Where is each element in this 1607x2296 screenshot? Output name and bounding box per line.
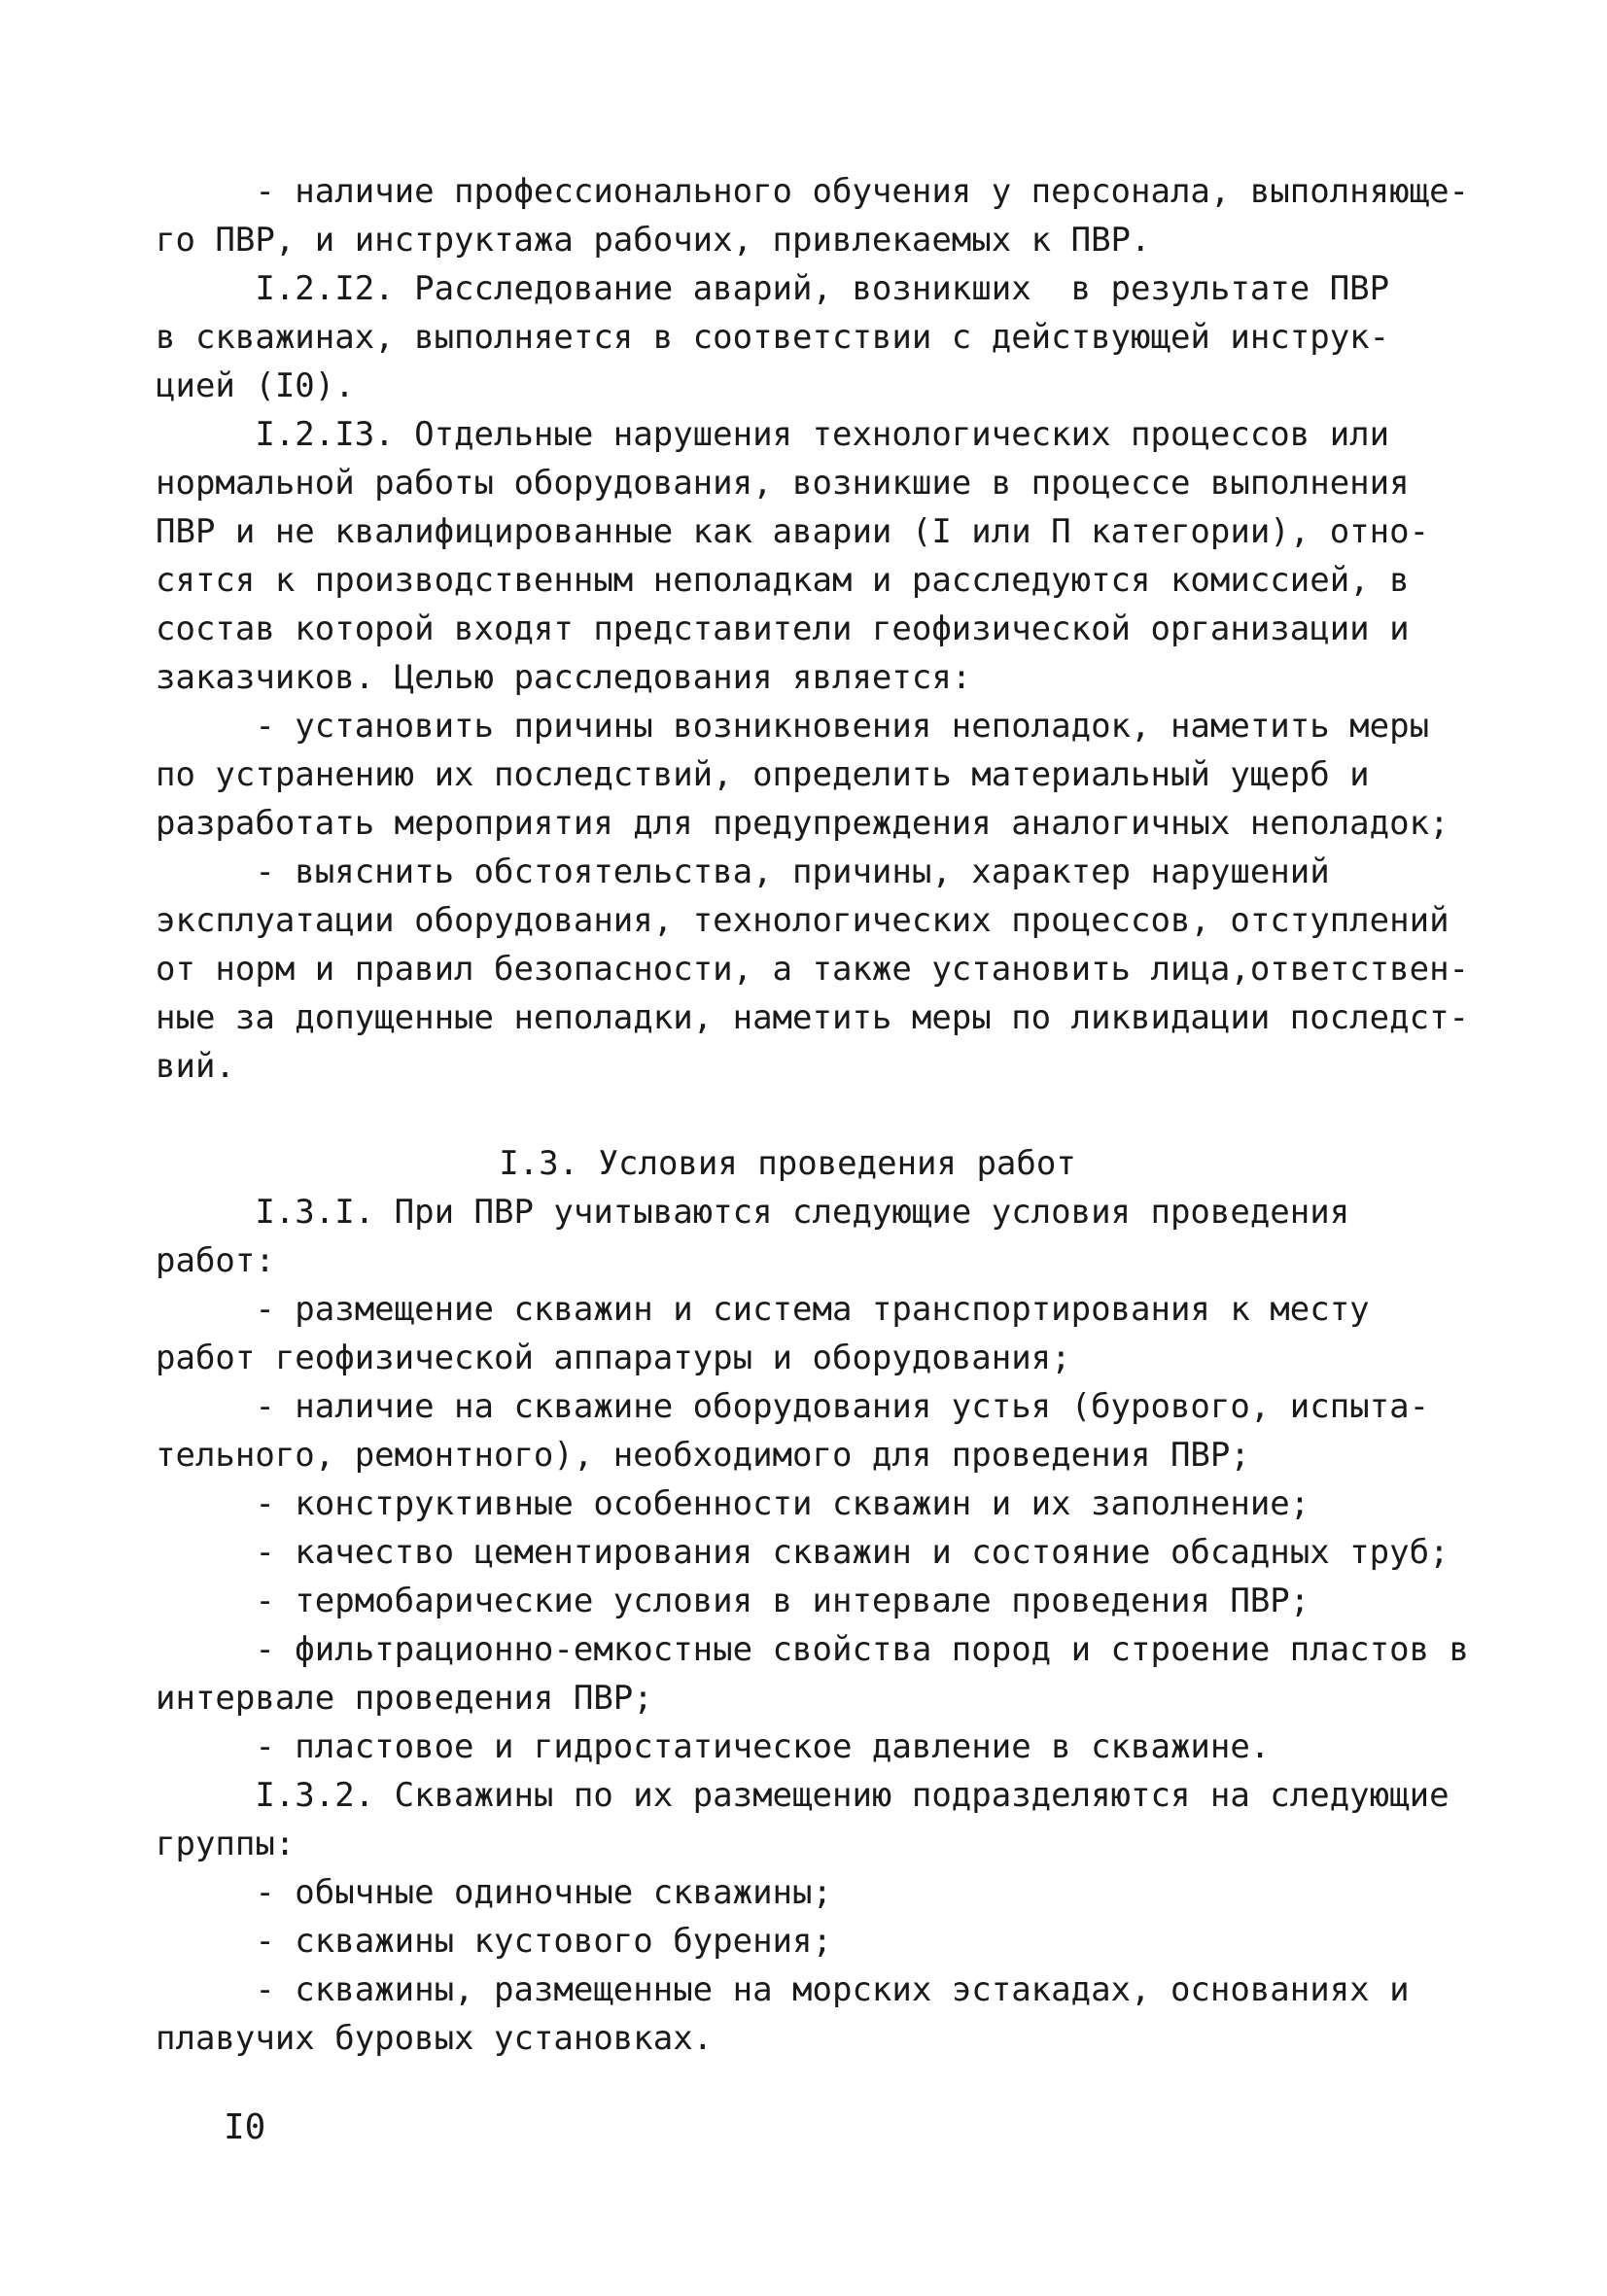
text-line: - размещение скважин и система транспортирования к месту (156, 1290, 1370, 1329)
text-line: - качество цементирования скважин и состояние обсадных труб; (156, 1533, 1450, 1572)
text-line: цией (I0). (156, 366, 355, 405)
section-spacer (156, 1091, 1478, 1139)
text-line: I.2.I2. Расследование аварий, возникших в результате ПВР (156, 269, 1390, 308)
text-line: в скважинах, выполняется в соответствии с действующей инструк- (156, 318, 1390, 357)
text-line: работ: (156, 1241, 275, 1280)
text-line: - скважины, размещенные на морских эстакадах, основаниях и (156, 1970, 1410, 2009)
text-line: - скважины кустового бурения; (156, 1922, 832, 1961)
text-line: - обычные одиночные скважины; (156, 1873, 832, 1912)
text-line: I.3.2. Скважины по их размещению подразделяются на следующие (156, 1776, 1450, 1815)
text-line: - наличие профессионального обучения у персонала, выполняюще- (156, 172, 1470, 211)
text-line: интервале проведения ПВР; (156, 1679, 653, 1718)
text-line: I.2.I3. Отдельные нарушения технологических процессов или (156, 415, 1390, 454)
text-line: - фильтрационно-емкостные свойства пород и строение пластов в (156, 1630, 1470, 1669)
document-body (156, 167, 1478, 2063)
text-line: эксплуатации оборудования, технологических процессов, отступлений (156, 901, 1450, 940)
text-line: нормальной работы оборудования, возникшие в процессе выполнения (156, 464, 1410, 503)
text-line: тельного, ремонтного), необходимого для проведения ПВР; (156, 1436, 1250, 1475)
text-line: сятся к производственным неполадкам и расследуются комиссией, в (156, 561, 1410, 600)
text-line: ПВР и не квалифицированные как аварии (I или П категории), отно- (156, 512, 1430, 551)
section-heading: I.3. Условия проведения работ (499, 1144, 1076, 1183)
text-line: заказчиков. Целью расследования является: (156, 658, 972, 697)
text-line: I.3.I. При ПВР учитываются следующие условия проведения (156, 1193, 1350, 1232)
text-line: - наличие на скважине оборудования устья (бурового, испыта- (156, 1387, 1430, 1426)
text-line: работ геофизической аппаратуры и оборудования; (156, 1339, 1071, 1377)
text-line: - установить причины возникновения неполадок, наметить меры (156, 707, 1430, 746)
text-line: по устранению их последствий, определить материальный ущерб и (156, 755, 1370, 794)
page-number: I0 (224, 2107, 266, 2147)
text-line: - конструктивные особенности скважин и их заполнение; (156, 1484, 1310, 1523)
text-line: - термобарические условия в интервале проведения ПВР; (156, 1582, 1310, 1620)
text-line: группы: (156, 1825, 296, 1863)
text-line: вий. (156, 1047, 235, 1086)
text-line: плавучих буровых установках. (156, 2019, 714, 2058)
text-line: - выяснить обстоятельства, причины, характер нарушений (156, 852, 1330, 891)
text-line: разработать мероприятия для предупреждения аналогичных неполадок; (156, 804, 1450, 843)
text-line: - пластовое и гидростатическое давление в скважине. (156, 1727, 1271, 1766)
text-line: ные за допущенные неполадки, наметить меры по ликвидации последст- (156, 998, 1470, 1037)
text-line: от норм и правил безопасности, а также установить лица,ответствен- (156, 950, 1470, 989)
text-line: го ПВР, и инструктажа рабочих, привлекаемых к ПВР. (156, 221, 1151, 260)
text-line: состав которой входят представители геофизической организации и (156, 609, 1410, 648)
